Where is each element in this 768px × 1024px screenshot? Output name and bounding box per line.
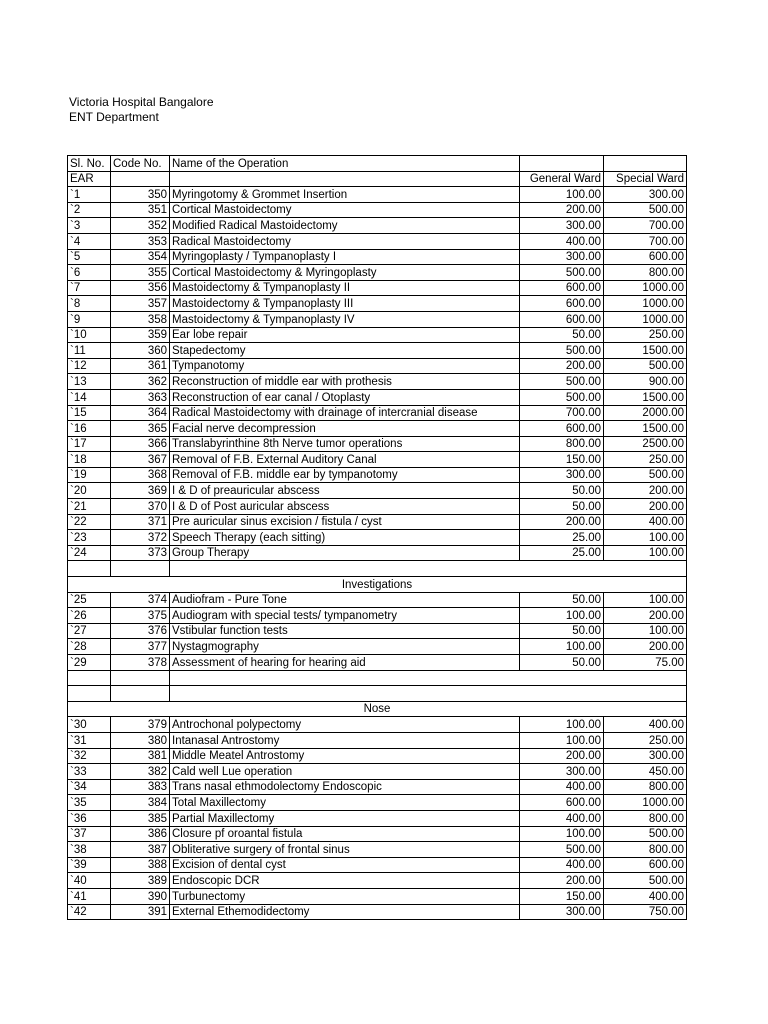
blank-cell (170, 171, 520, 187)
sl-no-cell: `17 (68, 436, 111, 452)
general-ward-fee-cell: 50.00 (520, 483, 604, 499)
special-ward-fee-cell: 250.00 (604, 327, 687, 343)
operation-name-cell: Closure pf oroantal fistula (170, 826, 520, 842)
special-ward-fee-cell: 200.00 (604, 483, 687, 499)
code-no-cell: 386 (111, 826, 170, 842)
code-no-cell: 368 (111, 467, 170, 483)
sl-no-cell: `12 (68, 358, 111, 374)
table-row (68, 467, 687, 483)
special-ward-fee-cell: 100.00 (604, 530, 687, 546)
code-no-cell: 369 (111, 483, 170, 499)
sl-no-cell: `23 (68, 530, 111, 546)
general-ward-fee-cell: 500.00 (520, 389, 604, 405)
code-no-cell: 357 (111, 296, 170, 312)
table-row (68, 748, 687, 764)
special-ward-fee-cell: 300.00 (604, 187, 687, 203)
operation-name-cell: Assessment of hearing for hearing aid (170, 655, 520, 671)
table-row (68, 311, 687, 327)
table-row (68, 530, 687, 546)
table-row (68, 608, 687, 624)
sl-no-cell: `32 (68, 748, 111, 764)
special-ward-fee-cell: 450.00 (604, 764, 687, 780)
operation-name-cell: Reconstruction of middle ear with prothesis (170, 374, 520, 390)
table-row (68, 795, 687, 811)
general-ward-fee-cell: 500.00 (520, 265, 604, 281)
code-no-cell: 377 (111, 639, 170, 655)
operation-name-cell: Facial nerve decompression (170, 421, 520, 437)
general-ward-fee-cell: 200.00 (520, 202, 604, 218)
table-row (68, 826, 687, 842)
general-ward-fee-cell: 300.00 (520, 467, 604, 483)
table-row (68, 187, 687, 203)
special-ward-fee-cell: 100.00 (604, 623, 687, 639)
sl-no-cell: `28 (68, 639, 111, 655)
section-label-ear: EAR (68, 171, 111, 187)
header-blank (520, 156, 604, 172)
table-body (68, 156, 687, 920)
special-ward-fee-cell: 500.00 (604, 873, 687, 889)
sl-no-cell: `33 (68, 764, 111, 780)
general-ward-fee-cell: 400.00 (520, 857, 604, 873)
operation-name-cell: External Ethemodidectomy (170, 904, 520, 920)
code-no-cell: 354 (111, 249, 170, 265)
operation-name-cell: Pre auricular sinus excision / fistula / cyst (170, 514, 520, 530)
table-row (68, 545, 687, 561)
code-no-cell: 379 (111, 717, 170, 733)
sl-no-cell: `41 (68, 888, 111, 904)
code-no-cell: 370 (111, 499, 170, 515)
code-no-cell: 374 (111, 592, 170, 608)
table-row (68, 421, 687, 437)
special-ward-fee-cell: 250.00 (604, 732, 687, 748)
general-ward-fee-cell: 300.00 (520, 249, 604, 265)
header-sl-no: Sl. No. (68, 156, 111, 172)
table-row (68, 280, 687, 296)
code-no-cell: 381 (111, 748, 170, 764)
operation-name-cell: Group Therapy (170, 545, 520, 561)
operation-name-cell: I & D of Post auricular abscess (170, 499, 520, 515)
sl-no-cell: `37 (68, 826, 111, 842)
sl-no-cell: `15 (68, 405, 111, 421)
investigations-section-row (68, 577, 687, 593)
sl-no-cell: `9 (68, 311, 111, 327)
special-ward-fee-cell: 600.00 (604, 249, 687, 265)
table-row (68, 655, 687, 671)
sl-no-cell: `3 (68, 218, 111, 234)
general-ward-fee-cell: 200.00 (520, 358, 604, 374)
operation-name-cell: Radical Mastoidectomy with drainage of intercranial disease (170, 405, 520, 421)
sl-no-cell: `34 (68, 779, 111, 795)
column-header-row (68, 156, 687, 172)
sl-no-cell: `25 (68, 592, 111, 608)
special-ward-fee-cell: 900.00 (604, 374, 687, 390)
special-ward-fee-cell: 300.00 (604, 748, 687, 764)
general-ward-fee-cell: 50.00 (520, 592, 604, 608)
sl-no-cell: `36 (68, 810, 111, 826)
sl-no-cell: `40 (68, 873, 111, 889)
table-row (68, 436, 687, 452)
table-row (68, 202, 687, 218)
special-ward-fee-cell: 1000.00 (604, 296, 687, 312)
general-ward-fee-cell: 400.00 (520, 233, 604, 249)
general-ward-fee-cell: 100.00 (520, 639, 604, 655)
operation-name-cell: Partial Maxillectomy (170, 810, 520, 826)
general-ward-fee-cell: 600.00 (520, 280, 604, 296)
operation-name-cell: Cortical Mastoidectomy (170, 202, 520, 218)
special-ward-fee-cell: 2500.00 (604, 436, 687, 452)
operation-name-cell: Audiofram - Pure Tone (170, 592, 520, 608)
code-no-cell: 365 (111, 421, 170, 437)
operation-name-cell: Mastoidectomy & Tympanoplasty III (170, 296, 520, 312)
operation-name-cell: Modified Radical Mastoidectomy (170, 218, 520, 234)
code-no-cell: 385 (111, 810, 170, 826)
code-no-cell: 367 (111, 452, 170, 468)
special-ward-fee-cell: 1000.00 (604, 311, 687, 327)
code-no-cell: 364 (111, 405, 170, 421)
operation-fee-table (67, 155, 687, 920)
special-ward-fee-cell: 500.00 (604, 467, 687, 483)
operation-name-cell: Stapedectomy (170, 343, 520, 359)
code-no-cell: 389 (111, 873, 170, 889)
operation-name-cell: Tympanotomy (170, 358, 520, 374)
section-title-investigations-section: Investigations (68, 577, 687, 593)
special-ward-fee-cell: 800.00 (604, 265, 687, 281)
operation-name-cell: Mastoidectomy & Tympanoplasty IV (170, 311, 520, 327)
blank-row (68, 561, 687, 577)
table-row (68, 265, 687, 281)
special-ward-fee-cell: 100.00 (604, 592, 687, 608)
general-ward-fee-cell: 200.00 (520, 748, 604, 764)
table-row (68, 810, 687, 826)
code-no-cell: 351 (111, 202, 170, 218)
operation-name-cell: Cald well Lue operation (170, 764, 520, 780)
table-row (68, 842, 687, 858)
table-row (68, 623, 687, 639)
general-ward-fee-cell: 400.00 (520, 810, 604, 826)
sl-no-cell: `7 (68, 280, 111, 296)
special-ward-fee-cell: 75.00 (604, 655, 687, 671)
table-row (68, 499, 687, 515)
operation-name-cell: Reconstruction of ear canal / Otoplasty (170, 389, 520, 405)
header-special-ward: Special Ward (604, 171, 687, 187)
table-row (68, 904, 687, 920)
blank-row (68, 686, 687, 702)
hospital-name: Victoria Hospital Bangalore (69, 95, 214, 109)
operation-name-cell: Vstibular function tests (170, 623, 520, 639)
header-general-ward: General Ward (520, 171, 604, 187)
code-no-cell: 387 (111, 842, 170, 858)
special-ward-fee-cell: 800.00 (604, 842, 687, 858)
table-row (68, 717, 687, 733)
special-ward-fee-cell: 400.00 (604, 514, 687, 530)
blank-cell (68, 670, 111, 686)
sl-no-cell: `38 (68, 842, 111, 858)
operation-name-cell: Cortical Mastoidectomy & Myringoplasty (170, 265, 520, 281)
sl-no-cell: `26 (68, 608, 111, 624)
special-ward-fee-cell: 250.00 (604, 452, 687, 468)
general-ward-fee-cell: 500.00 (520, 343, 604, 359)
sl-no-cell: `24 (68, 545, 111, 561)
general-ward-fee-cell: 100.00 (520, 717, 604, 733)
code-no-cell: 362 (111, 374, 170, 390)
special-ward-fee-cell: 500.00 (604, 358, 687, 374)
code-no-cell: 356 (111, 280, 170, 296)
sl-no-cell: `20 (68, 483, 111, 499)
sl-no-cell: `14 (68, 389, 111, 405)
table-row (68, 374, 687, 390)
table-row (68, 343, 687, 359)
general-ward-fee-cell: 50.00 (520, 499, 604, 515)
general-ward-fee-cell: 800.00 (520, 436, 604, 452)
table-row (68, 389, 687, 405)
table-row (68, 857, 687, 873)
ear-section-row (68, 171, 687, 187)
code-no-cell: 378 (111, 655, 170, 671)
code-no-cell: 384 (111, 795, 170, 811)
special-ward-fee-cell: 1500.00 (604, 343, 687, 359)
code-no-cell: 380 (111, 732, 170, 748)
header-blank (604, 156, 687, 172)
sl-no-cell: `6 (68, 265, 111, 281)
operation-name-cell: Ear lobe repair (170, 327, 520, 343)
operation-name-cell: Audiogram with special tests/ tympanometry (170, 608, 520, 624)
table-row (68, 514, 687, 530)
general-ward-fee-cell: 100.00 (520, 608, 604, 624)
general-ward-fee-cell: 100.00 (520, 187, 604, 203)
sl-no-cell: `35 (68, 795, 111, 811)
special-ward-fee-cell: 200.00 (604, 499, 687, 515)
sl-no-cell: `4 (68, 233, 111, 249)
sl-no-cell: `31 (68, 732, 111, 748)
operation-name-cell: Excision of dental cyst (170, 857, 520, 873)
sl-no-cell: `22 (68, 514, 111, 530)
general-ward-fee-cell: 700.00 (520, 405, 604, 421)
code-no-cell: 352 (111, 218, 170, 234)
operation-name-cell: Myringoplasty / Tympanoplasty I (170, 249, 520, 265)
sl-no-cell: `11 (68, 343, 111, 359)
special-ward-fee-cell: 1500.00 (604, 421, 687, 437)
general-ward-fee-cell: 25.00 (520, 545, 604, 561)
table-row (68, 873, 687, 889)
sl-no-cell: `2 (68, 202, 111, 218)
operation-name-cell: Removal of F.B. External Auditory Canal (170, 452, 520, 468)
blank-cell (170, 686, 687, 702)
code-no-cell: 391 (111, 904, 170, 920)
operation-name-cell: Endoscopic DCR (170, 873, 520, 889)
blank-cell (68, 561, 111, 577)
code-no-cell: 358 (111, 311, 170, 327)
blank-cell (111, 171, 170, 187)
table-row (68, 405, 687, 421)
general-ward-fee-cell: 25.00 (520, 530, 604, 546)
operation-name-cell: Speech Therapy (each sitting) (170, 530, 520, 546)
special-ward-fee-cell: 100.00 (604, 545, 687, 561)
blank-row (68, 670, 687, 686)
general-ward-fee-cell: 50.00 (520, 327, 604, 343)
general-ward-fee-cell: 300.00 (520, 904, 604, 920)
operation-name-cell: Nystagmography (170, 639, 520, 655)
operation-name-cell: Antrochonal polypectomy (170, 717, 520, 733)
general-ward-fee-cell: 100.00 (520, 826, 604, 842)
blank-cell (111, 670, 170, 686)
sl-no-cell: `27 (68, 623, 111, 639)
general-ward-fee-cell: 300.00 (520, 218, 604, 234)
general-ward-fee-cell: 500.00 (520, 842, 604, 858)
code-no-cell: 375 (111, 608, 170, 624)
general-ward-fee-cell: 600.00 (520, 296, 604, 312)
special-ward-fee-cell: 750.00 (604, 904, 687, 920)
blank-cell (170, 670, 687, 686)
general-ward-fee-cell: 500.00 (520, 374, 604, 390)
table-row (68, 764, 687, 780)
code-no-cell: 363 (111, 389, 170, 405)
sl-no-cell: `19 (68, 467, 111, 483)
special-ward-fee-cell: 800.00 (604, 779, 687, 795)
table-row (68, 249, 687, 265)
sl-no-cell: `30 (68, 717, 111, 733)
special-ward-fee-cell: 700.00 (604, 233, 687, 249)
blank-cell (111, 561, 170, 577)
sl-no-cell: `5 (68, 249, 111, 265)
code-no-cell: 390 (111, 888, 170, 904)
general-ward-fee-cell: 50.00 (520, 623, 604, 639)
sl-no-cell: `18 (68, 452, 111, 468)
department-name: ENT Department (69, 110, 159, 124)
special-ward-fee-cell: 800.00 (604, 810, 687, 826)
special-ward-fee-cell: 500.00 (604, 202, 687, 218)
table-row (68, 732, 687, 748)
code-no-cell: 383 (111, 779, 170, 795)
table-row (68, 779, 687, 795)
special-ward-fee-cell: 1000.00 (604, 795, 687, 811)
blank-cell (111, 686, 170, 702)
table-row (68, 358, 687, 374)
general-ward-fee-cell: 50.00 (520, 655, 604, 671)
blank-cell (170, 561, 687, 577)
special-ward-fee-cell: 2000.00 (604, 405, 687, 421)
sl-no-cell: `13 (68, 374, 111, 390)
special-ward-fee-cell: 200.00 (604, 639, 687, 655)
operation-name-cell: Turbunectomy (170, 888, 520, 904)
operation-name-cell: Removal of F.B. middle ear by tympanotomy (170, 467, 520, 483)
special-ward-fee-cell: 1000.00 (604, 280, 687, 296)
special-ward-fee-cell: 200.00 (604, 608, 687, 624)
code-no-cell: 350 (111, 187, 170, 203)
operation-name-cell: Trans nasal ethmodolectomy Endoscopic (170, 779, 520, 795)
table-row (68, 639, 687, 655)
sl-no-cell: `42 (68, 904, 111, 920)
code-no-cell: 361 (111, 358, 170, 374)
general-ward-fee-cell: 600.00 (520, 311, 604, 327)
special-ward-fee-cell: 500.00 (604, 826, 687, 842)
operation-name-cell: Obliterative surgery of frontal sinus (170, 842, 520, 858)
nose-section-row (68, 701, 687, 717)
general-ward-fee-cell: 300.00 (520, 764, 604, 780)
sl-no-cell: `8 (68, 296, 111, 312)
code-no-cell: 376 (111, 623, 170, 639)
table-row (68, 888, 687, 904)
table-row (68, 483, 687, 499)
special-ward-fee-cell: 600.00 (604, 857, 687, 873)
general-ward-fee-cell: 200.00 (520, 873, 604, 889)
section-title-nose-section: Nose (68, 701, 687, 717)
code-no-cell: 355 (111, 265, 170, 281)
general-ward-fee-cell: 150.00 (520, 888, 604, 904)
table-row (68, 296, 687, 312)
header-code-no: Code No. (111, 156, 170, 172)
code-no-cell: 372 (111, 530, 170, 546)
operation-name-cell: Middle Meatel Antrostomy (170, 748, 520, 764)
operation-name-cell: Intanasal Antrostomy (170, 732, 520, 748)
sl-no-cell: `29 (68, 655, 111, 671)
general-ward-fee-cell: 150.00 (520, 452, 604, 468)
blank-cell (68, 686, 111, 702)
code-no-cell: 373 (111, 545, 170, 561)
general-ward-fee-cell: 100.00 (520, 732, 604, 748)
code-no-cell: 388 (111, 857, 170, 873)
code-no-cell: 366 (111, 436, 170, 452)
operation-name-cell: I & D of preauricular abscess (170, 483, 520, 499)
sl-no-cell: `39 (68, 857, 111, 873)
header-operation-name: Name of the Operation (170, 156, 520, 172)
operation-name-cell: Translabyrinthine 8th Nerve tumor operations (170, 436, 520, 452)
table-row (68, 218, 687, 234)
operation-name-cell: Myringotomy & Grommet Insertion (170, 187, 520, 203)
table-row (68, 452, 687, 468)
code-no-cell: 382 (111, 764, 170, 780)
special-ward-fee-cell: 1500.00 (604, 389, 687, 405)
general-ward-fee-cell: 200.00 (520, 514, 604, 530)
general-ward-fee-cell: 400.00 (520, 779, 604, 795)
code-no-cell: 360 (111, 343, 170, 359)
general-ward-fee-cell: 600.00 (520, 421, 604, 437)
sl-no-cell: `1 (68, 187, 111, 203)
sl-no-cell: `10 (68, 327, 111, 343)
special-ward-fee-cell: 400.00 (604, 717, 687, 733)
code-no-cell: 353 (111, 233, 170, 249)
table-row (68, 327, 687, 343)
special-ward-fee-cell: 400.00 (604, 888, 687, 904)
code-no-cell: 359 (111, 327, 170, 343)
special-ward-fee-cell: 700.00 (604, 218, 687, 234)
operation-name-cell: Mastoidectomy & Tympanoplasty II (170, 280, 520, 296)
operation-name-cell: Total Maxillectomy (170, 795, 520, 811)
code-no-cell: 371 (111, 514, 170, 530)
table-row (68, 592, 687, 608)
operation-name-cell: Radical Mastoidectomy (170, 233, 520, 249)
table-row (68, 233, 687, 249)
sl-no-cell: `16 (68, 421, 111, 437)
sl-no-cell: `21 (68, 499, 111, 515)
general-ward-fee-cell: 600.00 (520, 795, 604, 811)
